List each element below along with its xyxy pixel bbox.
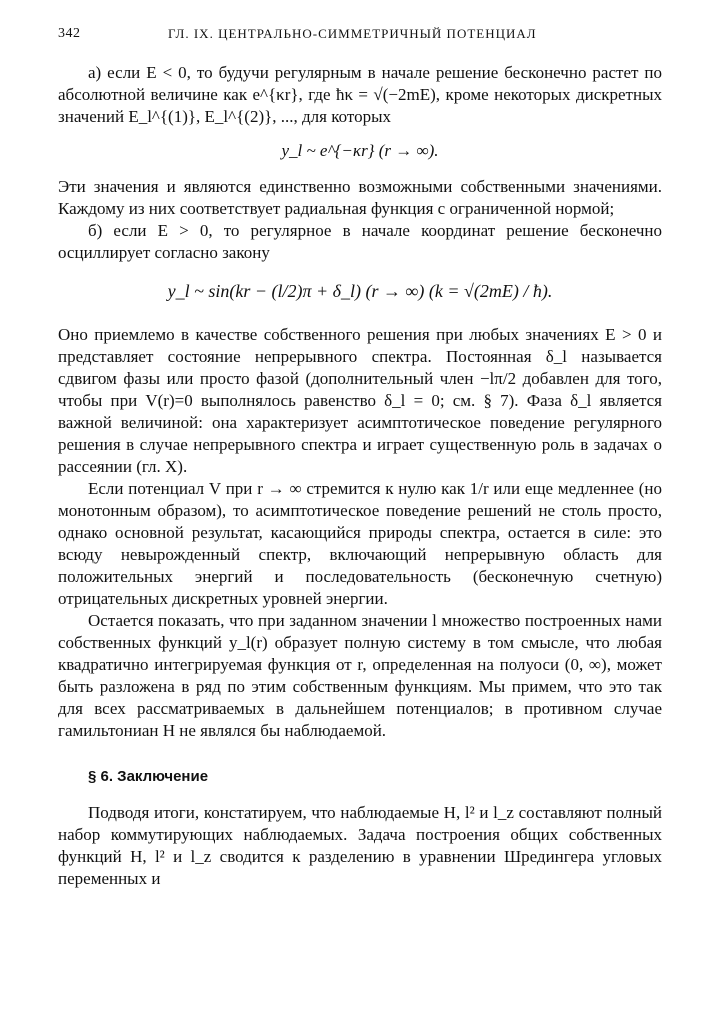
paragraph-eigenvalues: Эти значения и являются единственно возможными собственными значениями. Каждому из них соответствует радиальная функция с ограниченной нормой;: [58, 177, 662, 218]
paragraph-case-b: б) если E > 0, то регулярное в начале координат решение бесконечно осциллирует согласно закону: [58, 221, 662, 262]
page-header: [58, 26, 662, 46]
formula-asymptotic-oscillation: y_l ~ sin(kr − (l/2)π + δ_l) (r → ∞) (k = √(2mE) / ħ).: [167, 281, 553, 301]
paragraph-completeness: Остается показать, что при заданном значении l множество построенных нами собственных функций y_l(r) образует полную систему в том смысле, что любая квадратично интегрируемая функция от r, определенная на полуоси (0, ∞), может быть разложена в ряд по этим собственным функциям. Мы примем, что это так для всех рассматриваемых в дальнейшем потенциалов; в противном случае гамильтониан H не являлся бы наблюдаемой.: [58, 611, 662, 740]
section-title: § 6. Заключение: [88, 768, 209, 785]
running-title: ГЛ. IX. ЦЕНТРАЛЬНО-СИММЕТРИЧНЫЙ ПОТЕНЦИАЛ: [168, 26, 537, 41]
paragraph-conclusion: Подводя итоги, констатируем, что наблюдаемые H, l² и l_z составляют полный набор коммутирующих наблюдаемых. Задача построения общих собственных функций H, l² и l_z сводится к разделению в уравнении Шредингера угловых переменных и: [58, 803, 662, 888]
page-body: [58, 62, 662, 890]
formula-asymptotic-decay: y_l ~ e^{−κr} (r → ∞).: [281, 141, 439, 160]
paragraph-case-a: а) если E < 0, то будучи регулярным в начале решение бесконечно растет по абсолютной величине как e^{κr}, где ħκ = √(−2mE), кроме некоторых дискретных значений E_l^{(1)}, E_l^{(2)}, ..., для которых: [58, 63, 662, 126]
paragraph-phase-shift: Оно приемлемо в качестве собственного решения при любых значениях E > 0 и представляет состояние непрерывного спектра. Постоянная δ_l называется сдвигом фазы или просто фазой (дополнительный член −lπ/2 добавлен для того, чтобы при V(r)=0 выполнялось равенство δ_l = 0; см. § 7). Фаза δ_l является важной величиной: она характеризует асимптотическое поведение регулярного решения в случае непрерывного спектра и играет существенную роль в задачах о рассеянии (гл. X).: [58, 325, 662, 476]
page-number: 342: [58, 26, 81, 41]
paragraph-slow-potential: Если потенциал V при r → ∞ стремится к нулю как 1/r или еще медленнее (но монотонным образом), то асимптотическое поведение решений не столь просто, однако основной результат, касающийся природы спектра, остается в силе: это всюду невырожденный спектр, включающий непрерывную область для положительных энергий и последовательность (бесконечную счетную) отрицательных дискретных уровней энергии.: [58, 479, 662, 608]
